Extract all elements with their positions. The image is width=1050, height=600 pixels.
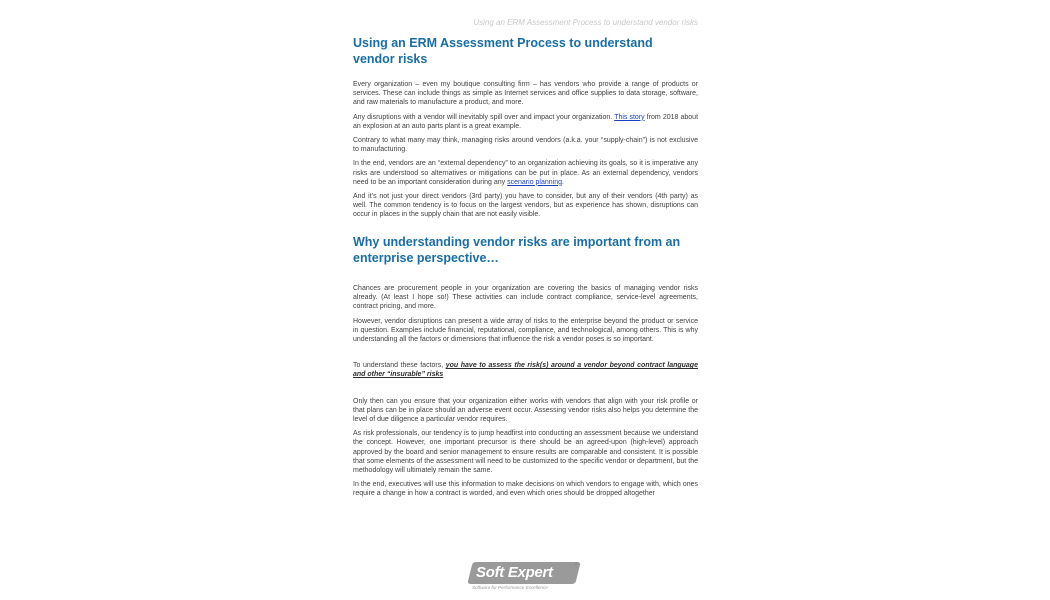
paragraph: Any disruptions with a vendor will inevitably spill over and impact your organization. This story from 2018 about an explosion at an auto parts plant is a great example. [353, 113, 699, 130]
paragraph: And it’s not just your direct vendors (3rd party) you have to consider, but any of their vendors (4th party) as well. The common tendency is to focus on the largest vendors, but as experience has shown, disruptions can occur in places in the supply chain that are not easily visible. [353, 193, 698, 219]
paragraph: As risk professionals, our tendency is to jump headfirst into conducting an assessment because we understand the concept. However, one important precursor is there should be an agreed-upon (high-level) approach approved by the board and senior management to ensure results are comparable and consistent. It is possible that some elements of the assessment will need to be customized to the specific vendor or department, but the methodology will ultimately remain the same. [353, 430, 698, 475]
registered-mark: ® [574, 562, 578, 568]
paragraph: In the end, vendors are an “external dependency” to an organization achieving its goals, so it is imperative any risks are understood so alternatives or mitigations can be put in place. As an external dependency, vendors need to be an important consideration during any scenario planning. [353, 160, 698, 186]
logo-tagline: Software for Performance Excellence [472, 585, 548, 590]
logo-text: Soft Expert [476, 564, 553, 581]
scenario-planning-link[interactable]: scenario planning [507, 178, 562, 186]
softexpert-logo [470, 562, 580, 592]
running-header: Using an ERM Assessment Process to understand vendor risks [473, 18, 698, 27]
paragraph: In the end, executives will use this information to make decisions on which vendors to engage with, which ones require a change in how a contract is worded, and even which ones should be dropped altogether [353, 481, 698, 498]
section-intro [353, 36, 698, 225]
paragraph: To understand these factors, you have to assess the risk(s) around a vendor beyond contract language and other “insurable” risks [353, 362, 698, 379]
paragraph: Only then can you ensure that your organization either works with vendors that align with your risk profile or that plans can be in place should an adverse event occur. Assessing vendor risks also helps you determine the level of due diligence a particular vendor requires. [353, 397, 698, 424]
section-why [353, 235, 698, 504]
paragraph: However, vendor disruptions can present a wide array of risks to the enterprise beyond the product or service in question. Examples include financial, reputational, compliance, and technological, among others. This is why understanding all the factors or dimensions that influence the risk a vendor poses is so important. [353, 317, 698, 344]
paragraph: Every organization – even my boutique consulting firm – has vendors who provide a range of products or services. These can include things as simple as Internet services and office supplies to data storage, software, and raw materials to manufacture a product, and more. [353, 81, 698, 107]
section-title: Why understanding vendor risks are important from an enterprise perspective… [353, 235, 681, 265]
section-title: Using an ERM Assessment Process to understand vendor risks [353, 36, 653, 66]
story-link[interactable]: This story [614, 113, 645, 121]
emphasized-statement: you have to assess the risk(s) around a vendor beyond contract language and other “insurable” risks [353, 362, 698, 379]
paragraph: Chances are procurement people in your organization are covering the basics of managing vendor risks already. (At least I hope so!) These activities can include contract compliance, service-level agreements, contract pricing, and more. [353, 285, 698, 311]
paragraph: Contrary to what many may think, managing risks around vendors (a.k.a. your “supply-chain”) is not exclusive to manufacturing. [353, 137, 698, 154]
